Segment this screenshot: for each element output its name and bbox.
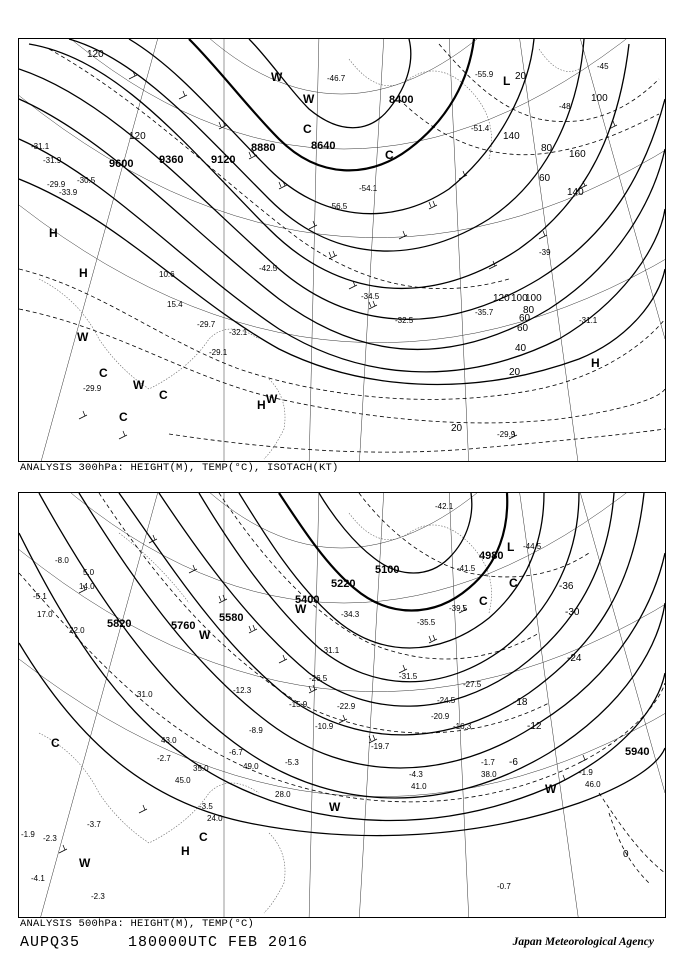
isotach-label: 120 — [493, 293, 510, 304]
agency-name: Japan Meteorological Agency — [512, 936, 654, 948]
isotach-label: 120 — [87, 49, 104, 60]
temp-label: -4.3 — [409, 770, 423, 779]
temp-label: -30.5 — [77, 176, 96, 185]
height-contours — [19, 493, 665, 836]
temp-label: -1.7 — [481, 758, 495, 767]
temp-label: -29.9 — [47, 180, 66, 189]
dewpoint-label: 45.0 — [175, 776, 191, 785]
lower-temp-labels — [21, 502, 593, 901]
height-label: 8640 — [311, 140, 336, 152]
dewpoint-label: 46.0 — [585, 780, 601, 789]
temp-label: -46.7 — [327, 74, 346, 83]
valid-time: 180000UTC FEB 2016 — [128, 934, 309, 951]
temp-label: -2.3 — [91, 892, 105, 901]
height-label: 8880 — [251, 142, 276, 154]
high-center: H — [257, 398, 266, 412]
temp-label: -48 — [559, 102, 571, 111]
temp-label: -34.3 — [341, 610, 360, 619]
temp-label: -26.5 — [309, 674, 328, 683]
dewpoint-label: 31.0 — [137, 690, 153, 699]
temp-label: -29.9 — [497, 430, 516, 439]
temp-label: -22.9 — [337, 702, 356, 711]
isotherm-label: -6 — [509, 757, 518, 768]
dewpoint-label: 28.0 — [275, 790, 291, 799]
lower-map-svg — [19, 493, 665, 917]
isotach-label: 60 — [539, 173, 551, 184]
isotach-label: 100 — [591, 93, 608, 104]
dewpoint-label: 17.0 — [37, 610, 53, 619]
height-label: 5400 — [295, 594, 320, 606]
temp-label: -31.1 — [31, 142, 50, 151]
isotach-label: 160 — [569, 149, 586, 160]
lower-analysis-map-500hpa — [18, 492, 666, 918]
dewpoint-label: 24.0 — [207, 814, 223, 823]
temp-label: -5.3 — [285, 758, 299, 767]
cold-center: C — [159, 388, 168, 402]
warm-center: W — [77, 330, 89, 344]
height-contours — [19, 39, 665, 384]
coastlines — [39, 49, 579, 459]
wind-barbs — [79, 71, 617, 439]
temp-label: -3.5 — [199, 802, 213, 811]
temp-label: -35.7 — [475, 308, 494, 317]
dewpoint-label: 43.0 — [161, 736, 177, 745]
cold-center: C — [509, 576, 518, 590]
isotach-label: 60 — [517, 323, 529, 334]
isotherm-label: 0 — [623, 849, 629, 860]
height-label: 9600 — [109, 158, 134, 170]
isotach-label: 80 — [541, 143, 553, 154]
temp-label: -31.9 — [43, 156, 62, 165]
warm-center: W — [329, 800, 341, 814]
upper-height-labels — [109, 94, 413, 170]
warm-center: W — [271, 70, 283, 84]
isotherm-label: -36 — [559, 581, 574, 592]
temp-label: -35.5 — [417, 618, 436, 627]
temp-label: -45 — [597, 62, 609, 71]
isotach-label: 60 — [519, 313, 531, 324]
height-label: 5820 — [107, 618, 132, 630]
temp-label: -31.5 — [399, 672, 418, 681]
temp-label: -10.9 — [315, 722, 334, 731]
upper-map-caption: ANALYSIS 300hPa: HEIGHT(M), TEMP(°C), ISOTACH(KT) — [20, 462, 339, 474]
temp-label: -31.1 — [579, 316, 598, 325]
lower-map-caption: ANALYSIS 500hPa: HEIGHT(M), TEMP(°C) — [20, 918, 255, 930]
temp-label: -29.1 — [209, 348, 228, 357]
low-center: L — [503, 74, 511, 88]
high-center: H — [181, 844, 190, 858]
temp-label: -20.9 — [431, 712, 450, 721]
temp-label: -39 — [539, 248, 551, 257]
temp-label: -54.1 — [359, 184, 378, 193]
temp-label: -1.9 — [579, 768, 593, 777]
upper-temp-labels — [31, 62, 609, 439]
upper-analysis-map-300hpa — [18, 38, 666, 462]
dewpoint-label: 22.0 — [69, 626, 85, 635]
cold-center: C — [199, 830, 208, 844]
dewpoint-label: 14.0 — [79, 582, 95, 591]
warm-center: W — [79, 856, 91, 870]
temp-label: -42.1 — [435, 502, 454, 511]
temp-label: -6.7 — [229, 748, 243, 757]
isotherm-label: -24 — [567, 653, 582, 664]
height-label: 5100 — [375, 564, 400, 576]
dewpoint-label: 49.0 — [243, 762, 259, 771]
isotach-label: 40 — [515, 343, 527, 354]
isotherm-label: -12 — [527, 721, 542, 732]
isotach-label: 80 — [523, 305, 535, 316]
temp-label: -19.7 — [371, 742, 390, 751]
lower-dewpoint-labels — [37, 568, 601, 823]
temp-label: -51.4 — [471, 124, 490, 133]
height-label: 5940 — [625, 746, 650, 758]
height-label: 9360 — [159, 154, 184, 166]
isotach-label: 140 — [567, 187, 584, 198]
temp-label: -32.1 — [229, 328, 248, 337]
high-center: H — [49, 226, 58, 240]
cold-center: C — [99, 366, 108, 380]
product-code: AUPQ35 — [20, 934, 81, 951]
temp-label: -33.9 — [59, 188, 78, 197]
temp-label: -39.5 — [449, 604, 468, 613]
temp-label: -2.7 — [157, 754, 171, 763]
isotach-label: 20 — [451, 423, 463, 434]
temp-label: -55.9 — [475, 70, 494, 79]
cold-center: C — [51, 736, 60, 750]
temp-label: -12.3 — [233, 686, 252, 695]
height-label: 4980 — [479, 550, 504, 562]
warm-center: W — [199, 628, 211, 642]
warm-center: W — [266, 392, 278, 406]
warm-center: W — [303, 92, 315, 106]
temp-label: -31.1 — [321, 646, 340, 655]
temp-label: -29.7 — [197, 320, 216, 329]
temp-label: -5.1 — [33, 592, 47, 601]
upper-map-svg — [19, 39, 665, 461]
temp-label: -56.5 — [329, 202, 348, 211]
cold-center: C — [385, 148, 394, 162]
warm-center: W — [545, 782, 557, 796]
dewpoint-label: 41.0 — [411, 782, 427, 791]
cold-center: C — [119, 410, 128, 424]
temp-label: -0.7 — [497, 882, 511, 891]
isotach-label: 20 — [509, 367, 521, 378]
cold-center: C — [303, 122, 312, 136]
height-label: 5760 — [171, 620, 196, 632]
temp-label: -1.9 — [21, 830, 35, 839]
warm-center: W — [133, 378, 145, 392]
high-center: H — [591, 356, 600, 370]
temp-label: -41.5 — [457, 564, 476, 573]
height-label: 9120 — [211, 154, 236, 166]
isotherm-label: -30 — [565, 607, 580, 618]
temp-label: -15.9 — [289, 700, 308, 709]
temp-label: 15.4 — [167, 300, 183, 309]
temp-label: -29.9 — [83, 384, 102, 393]
dewpoint-label: 35.0 — [193, 764, 209, 773]
temp-label: 10.6 — [159, 270, 175, 279]
dewpoint-label: 5.0 — [83, 568, 95, 577]
temp-label: -8.9 — [249, 726, 263, 735]
temp-label: -3.7 — [87, 820, 101, 829]
temp-label: -42.5 — [259, 264, 278, 273]
isotherm-contours — [19, 493, 665, 883]
coastlines — [39, 513, 492, 913]
isotach-label: 140 — [503, 131, 520, 142]
height-label: 5220 — [331, 578, 356, 590]
temp-label: -4.1 — [31, 874, 45, 883]
high-center: H — [79, 266, 88, 280]
isotach-label: 120 — [129, 131, 146, 142]
temp-label: -44.5 — [523, 542, 542, 551]
height-label: 8400 — [389, 94, 414, 106]
temp-label: -8.0 — [55, 556, 69, 565]
temp-label: -24.5 — [437, 696, 456, 705]
temp-label: -2.3 — [43, 834, 57, 843]
isotach-label: 20 — [515, 71, 527, 82]
cold-center: C — [479, 594, 488, 608]
isotherm-label: -18 — [513, 697, 528, 708]
height-label: 5580 — [219, 612, 244, 624]
isotach-label: 100 — [511, 293, 528, 304]
temp-label: -16.3 — [453, 722, 472, 731]
dewpoint-label: 38.0 — [481, 770, 497, 779]
low-center: L — [507, 540, 515, 554]
isotach-label: 100 — [525, 293, 542, 304]
temp-label: -34.5 — [361, 292, 380, 301]
temp-label: -32.5 — [395, 316, 414, 325]
chart-footer — [20, 934, 660, 956]
temp-label: -27.5 — [463, 680, 482, 689]
warm-center: W — [295, 602, 307, 616]
